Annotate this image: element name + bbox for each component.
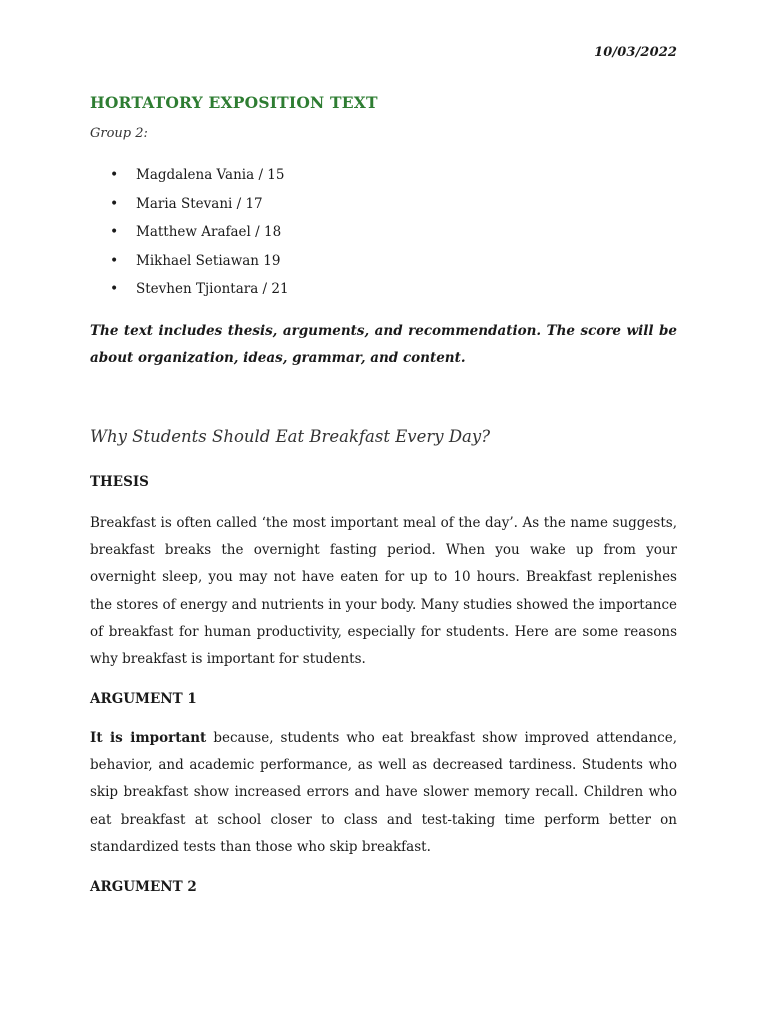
member-name: Matthew Arafael / 18 [136, 224, 282, 240]
member-name: Stevhen Tjiontara / 21 [136, 281, 289, 297]
list-item [110, 222, 289, 251]
document-date: 10/03/2022 [594, 45, 677, 60]
argument-1-text: because, students who eat breakfast show improved attendance, behavior, and academic performance, as well as decreased tardiness. Students who skip breakfast show increased errors and have slower memory recall. Children who eat breakfast at school closer to class and test-taking time perform better on standardized tests than those who skip breakfast. [90, 730, 678, 855]
argument-1-lead: It is important [90, 730, 207, 746]
member-list [110, 165, 289, 308]
group-label: Group 2: [90, 126, 148, 141]
argument-1-paragraph [90, 725, 677, 861]
bullet-icon: • [110, 224, 119, 240]
thesis-paragraph: Breakfast is often called ‘the most important meal of the day’. As the name suggests, breakfast breaks the overnight fasting period. When you wake up from your overnight sleep, you may not have eaten for up to 10 hours. Breakfast replenishes the stores of energy and nutrients in your body. Many studies showed the importance of breakfast for human productivity, especially for students. Here are some reasons why breakfast is important for students. [90, 515, 677, 668]
bullet-icon: • [110, 195, 119, 212]
essay-title: Why Students Should Eat Breakfast Every Day? [90, 427, 491, 446]
list-item [110, 194, 289, 223]
bullet-icon: • [110, 167, 119, 183]
bullet-icon: • [110, 281, 119, 297]
argument-1-heading: ARGUMENT 1 [90, 691, 197, 707]
instructions-paragraph: The text includes thesis, arguments, and recommendation. The score will be about organization, ideas, grammar, and content. [90, 323, 677, 366]
thesis-heading: THESIS [90, 474, 149, 490]
list-item [110, 251, 289, 280]
member-name: Mikhael Setiawan 19 [136, 252, 281, 269]
list-item [110, 165, 289, 194]
member-name: Magdalena Vania / 15 [136, 167, 285, 183]
bullet-icon: • [110, 252, 119, 269]
list-item [110, 279, 289, 308]
argument-2-heading: ARGUMENT 2 [90, 879, 197, 895]
document-title: HORTATORY EXPOSITION TEXT [90, 93, 378, 112]
member-name: Maria Stevani / 17 [136, 195, 263, 212]
